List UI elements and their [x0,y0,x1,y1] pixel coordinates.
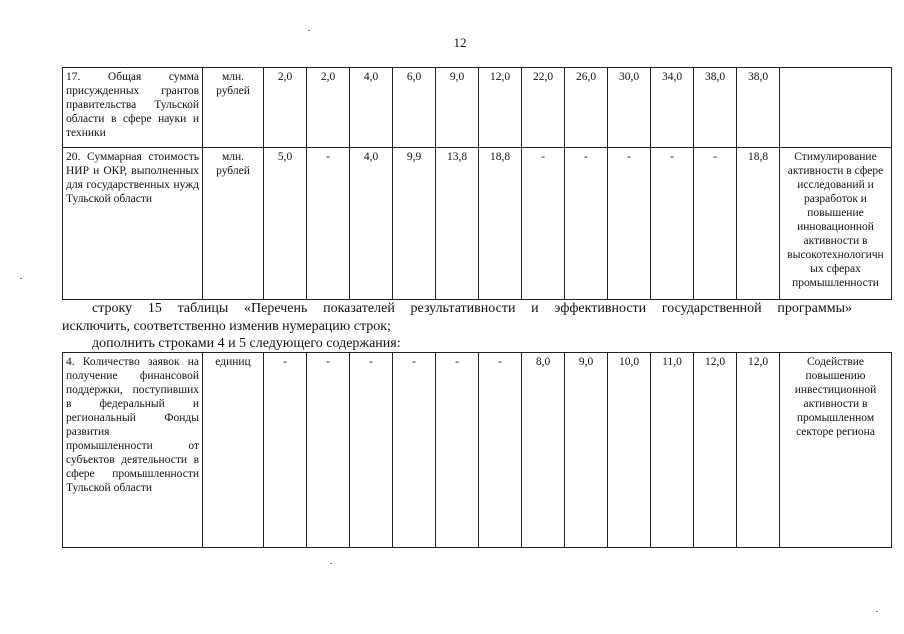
indicator-name: 17. Общая сумма присужденных грантов правительства Тульской области в сфере науки и техники [63,68,203,148]
scan-speck [876,611,878,612]
value-cell: 18,8 [737,148,780,300]
scan-speck [308,30,310,31]
value-cell: 9,0 [436,68,479,148]
value-cell: 13,8 [436,148,479,300]
value-cell: - [307,353,350,548]
value-cell: 34,0 [651,68,694,148]
value-cell: 12,0 [737,353,780,548]
scan-speck [20,278,22,279]
value-cell: 4,0 [350,148,393,300]
value-cell: - [436,353,479,548]
value-cell: 2,0 [307,68,350,148]
goal-cell [780,68,892,148]
value-cell: 38,0 [737,68,780,148]
value-cell: 8,0 [522,353,565,548]
value-cell: - [522,148,565,300]
value-cell: - [608,148,651,300]
value-cell: 6,0 [393,68,436,148]
amendment-paragraph-2: исключить, соответственно изменив нумерацию строк; [62,319,391,334]
value-cell: 18,8 [479,148,522,300]
value-cell: 5,0 [264,148,307,300]
indicators-table-top [62,67,892,300]
unit-cell: млн. рублей [203,148,264,300]
value-cell: 9,0 [565,353,608,548]
value-cell: 26,0 [565,68,608,148]
value-cell: 38,0 [694,68,737,148]
value-cell: 30,0 [608,68,651,148]
table-row [63,68,892,148]
goal-cell: Стимулирование активности в сфере исследований и разработок и повышение инновационной активности в высокотехнологичн ых сферах промышленности [780,148,892,300]
value-cell: 9,9 [393,148,436,300]
value-cell: - [651,148,694,300]
value-cell: 22,0 [522,68,565,148]
value-cell: - [479,353,522,548]
value-cell: - [307,148,350,300]
value-cell: - [565,148,608,300]
unit-cell: млн. рублей [203,68,264,148]
value-cell: - [264,353,307,548]
unit-cell: единиц [203,353,264,548]
value-cell: 12,0 [694,353,737,548]
table-row [63,353,892,548]
value-cell: 10,0 [608,353,651,548]
value-cell: - [350,353,393,548]
value-cell: - [694,148,737,300]
value-cell: 12,0 [479,68,522,148]
value-cell: 2,0 [264,68,307,148]
page-number: 12 [453,35,467,50]
scan-speck [330,563,332,564]
table-row [63,148,892,300]
amendment-paragraph-1: строку 15 таблицы «Перечень показателей результативности и эффективности государственной программы» [92,301,852,316]
indicator-name: 20. Суммарная стоимость НИР и ОКР, выполненных для государственных нужд Тульской области [63,148,203,300]
goal-cell: Содействие повышению инвестиционной активности в промышленном секторе региона [780,353,892,548]
value-cell: - [393,353,436,548]
value-cell: 4,0 [350,68,393,148]
indicator-name: 4. Количество заявок на получение финансовой поддержки, поступивших в федеральный и региональный Фонды развития промышленности от субъектов деятельности в сфере промышленности Тульской области [63,353,203,548]
value-cell: 11,0 [651,353,694,548]
amendment-paragraph-3: дополнить строками 4 и 5 следующего содержания: [92,336,401,351]
indicators-table-bottom [62,352,892,548]
